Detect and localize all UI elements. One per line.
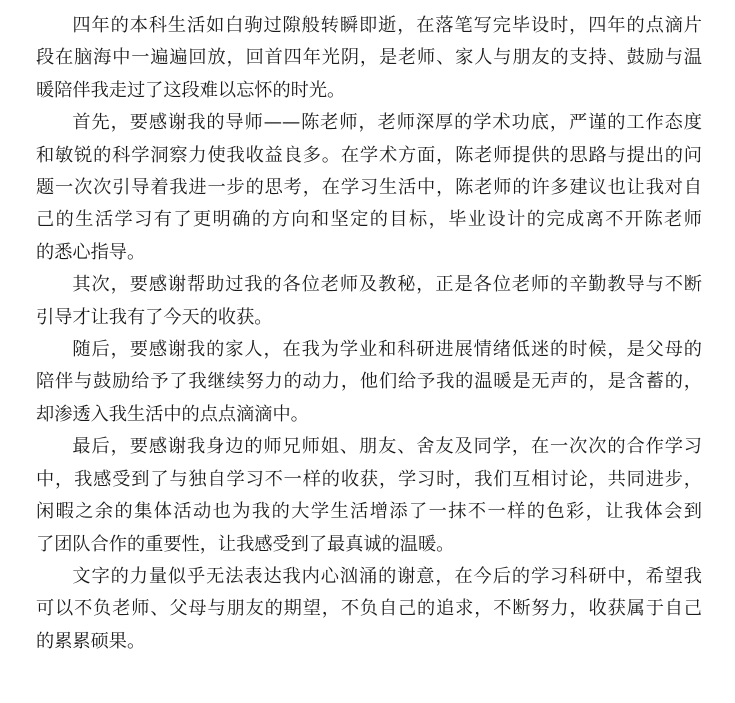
paragraph-family [36, 334, 702, 431]
text-line: 却渗透入我生活中的点点滴滴中。 [36, 403, 309, 425]
paragraph-closing [36, 561, 702, 658]
paragraph-intro [36, 10, 702, 107]
text-line: 文字的力量似乎无法表达我内心汹涌的谢意，在今后的学习科研中，希望我 [72, 565, 702, 587]
text-line: 的悉心指导。 [36, 241, 146, 263]
text-line: 的累累硕果。 [36, 630, 146, 652]
text-line: 可以不负老师、父母与朋友的期望，不负自己的追求，不断努力，收获属于自己 [36, 598, 702, 620]
paragraph-advisor [36, 107, 702, 269]
paragraph-teachers [36, 269, 702, 334]
text-line: 四年的本科生活如白驹过隙般转瞬即逝，在落笔写完毕设时，四年的点滴片 [72, 15, 702, 36]
text-line: 随后，要感谢我的家人，在我为学业和科研进展情绪低迷的时候，是父母的 [72, 339, 702, 361]
text-line: 首先，要感谢我的导师——陈老师，老师深厚的学术功底，严谨的工作态度 [72, 112, 702, 134]
text-line: 暖陪伴我走过了这段难以忘怀的时光。 [36, 79, 346, 101]
text-line: 闲暇之余的集体活动也为我的大学生活增添了一抹不一样的色彩，让我体会到 [36, 501, 702, 523]
text-line: 最后，要感谢我身边的师兄师姐、朋友、舍友及同学，在一次次的合作学习 [72, 436, 702, 458]
text-line: 段在脑海中一遍遍回放，回首四年光阴，是老师、家人与朋友的支持、鼓励与温 [36, 47, 702, 69]
text-line: 中，我感受到了与独自学习不一样的收获，学习时，我们互相讨论，共同进步， [36, 468, 702, 490]
paragraph-friends [36, 431, 702, 561]
text-line: 陪伴与鼓励给予了我继续努力的动力，他们给予我的温暖是无声的，是含蓄的， [36, 371, 702, 393]
acknowledgement-text [36, 10, 702, 658]
text-line: 了团队合作的重要性，让我感受到了最真诚的温暖。 [36, 533, 455, 555]
text-line: 引导才让我有了今天的收获。 [36, 306, 273, 328]
text-line: 和敏锐的科学洞察力使我收益良多。在学术方面，陈老师提供的思路与提出的问 [36, 144, 702, 166]
text-line: 题一次次引导着我进一步的思考，在学习生活中，陈老师的许多建议也让我对自 [36, 177, 702, 199]
text-line: 己的生活学习有了更明确的方向和坚定的目标，毕业设计的完成离不开陈老师 [36, 209, 702, 231]
text-line: 其次，要感谢帮助过我的各位老师及教秘，正是各位老师的辛勤教导与不断 [72, 274, 702, 296]
